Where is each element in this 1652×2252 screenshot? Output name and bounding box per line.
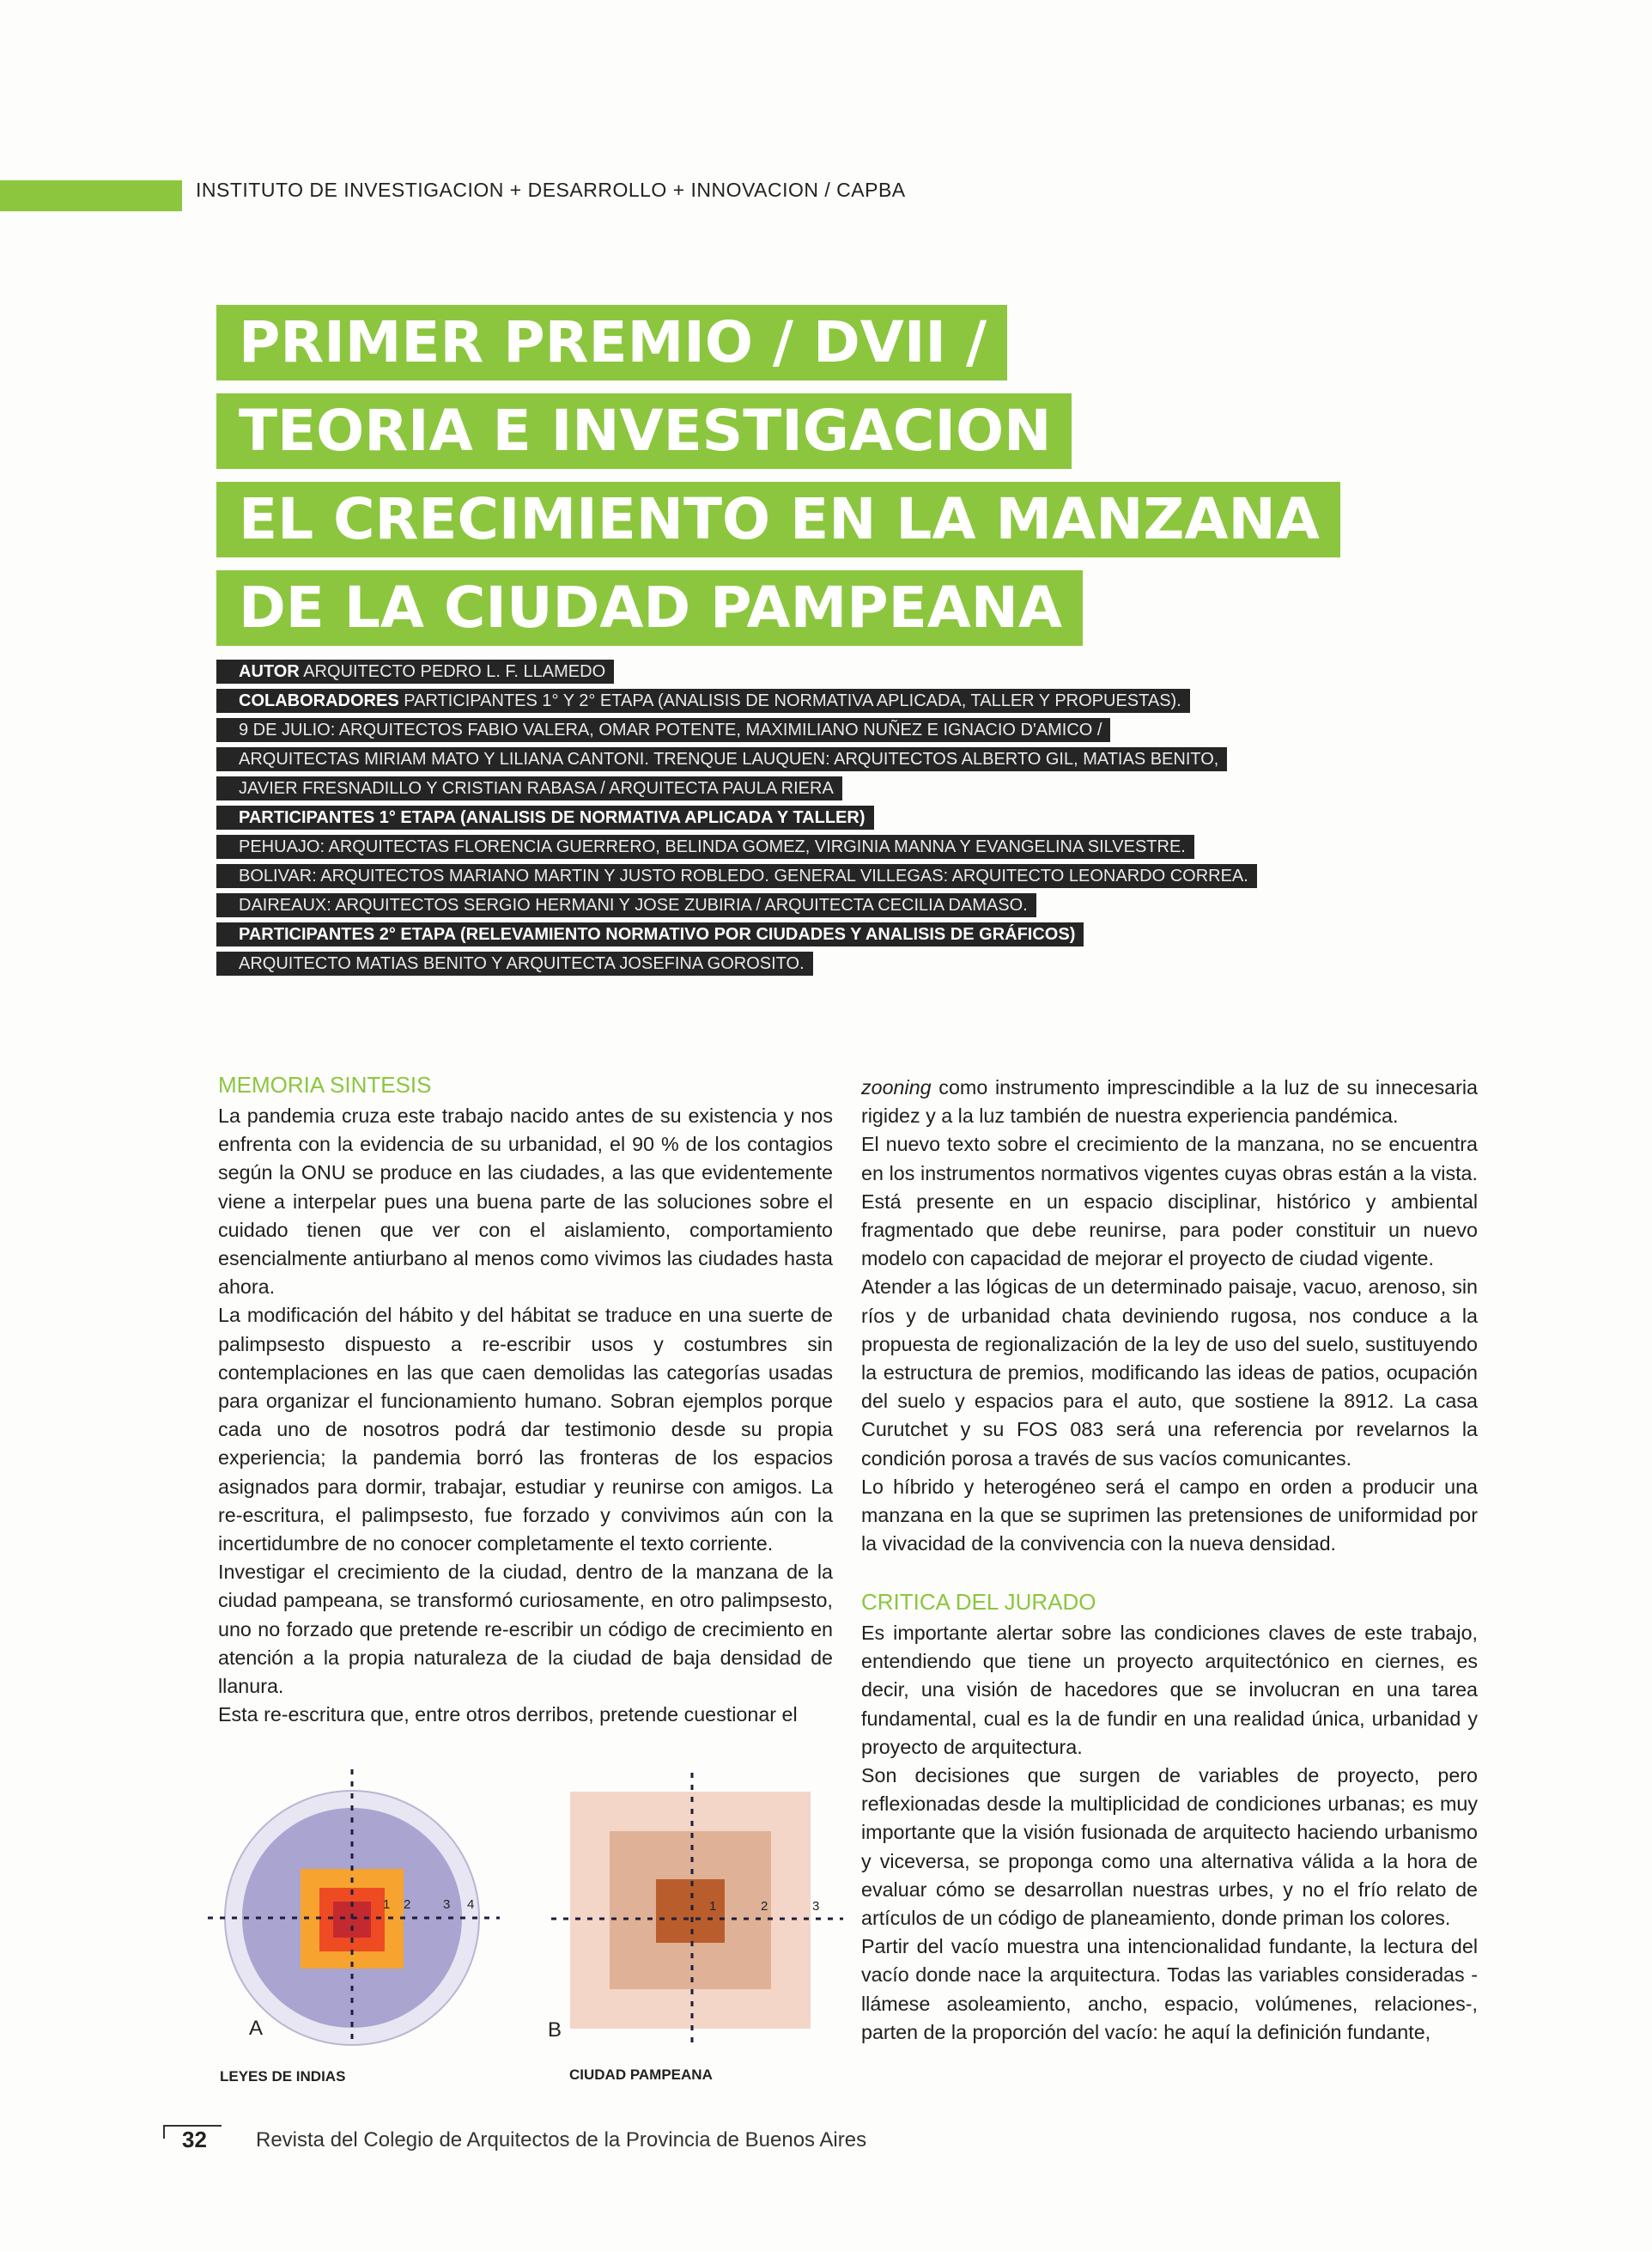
memoria-paragraph: Investigar el crecimiento de la ciudad, dentro de la manzana de la ciudad pampeana, se transformó curiosamente, en otro palimpsesto, uno no forzado que pretende re-escribir un código de crecimiento en atención a la propia naturaleza de la ciudad de baja densidad de llanura. xyxy=(218,1561,833,1698)
figure-a-caption: LEYES DE INDIAS xyxy=(220,2068,346,2085)
zone-number-3: 3 xyxy=(812,1899,820,1914)
zone-number-2: 2 xyxy=(404,1897,411,1912)
memoria-body xyxy=(218,1102,833,1729)
right-column-body xyxy=(861,1074,1478,1558)
title-line-4: DE LA CIUDAD PAMPEANA xyxy=(216,570,1083,646)
zone-number-1: 1 xyxy=(709,1899,717,1914)
critica-paragraph: Son decisiones que surgen de variables de proyecto, pero reflexionadas desde la multiplicidad de condiciones urbanas; es muy importante que la visión fusionada de arquitecto haciendo urbanismo y viceversa, se proponga como una alternativa válida a la hora de evaluar cómo se desarrollan nuestras urbes, y no el frío relato de artículos de un código de planeamiento, donde priman los colores. xyxy=(861,1764,1478,1930)
body-paragraph: Atender a las lógicas de un determinado paisaje, vacuo, arenoso, sin ríos y de urbanidad chata deviniendo rugosa, nos conduce a la propuesta de regionalización de la ley de uso del suelo, sustituyendo la estructura de premios, modificando las ideas de patios, ocupación del suelo y espacios para el auto, que sostiene la 8912. La casa Curutchet y su FOS 083 será una referencia por revelarnos la condición porosa a través de sus vacíos comunicantes. xyxy=(861,1275,1478,1470)
zone-number-4: 4 xyxy=(467,1897,475,1912)
memoria-paragraph: La pandemia cruza este trabajo nacido antes de su existencia y nos enfrenta con la evidencia de su urbanidad, el 90 % de los contagios según la ONU se produce en las ciudades, a las que evidentemente viene a interpelar pues una buena parte de las soluciones sobre el cuidado tienen que ver con el aislamiento, comportamiento esencialmente antiurbano al menos como vivimos las ciudades hasta ahora. xyxy=(218,1105,833,1299)
critica-paragraph: Partir del vacío muestra una intencionalidad fundante, la lectura del vacío donde nace la arquitectura. Todas las variables consideradas -llámese asoleamiento, ancho, espacio, volúmenes, relaciones-, parten de la proporción del vacío: he aquí la definición fundante, xyxy=(861,1935,1478,2043)
memoria-heading: MEMORIA SINTESIS xyxy=(218,1072,432,1098)
figure-b-caption: CIUDAD PAMPEANA xyxy=(569,2066,713,2083)
zone-number-3: 3 xyxy=(443,1897,451,1912)
critica-heading: CRITICA DEL JURADO xyxy=(861,1589,1096,1615)
memoria-paragraph: Esta re-escritura que, entre otros derribos, pretende cuestionar el xyxy=(218,1703,798,1726)
critica-body xyxy=(861,1619,1478,2047)
running-header: INSTITUTO DE INVESTIGACION + DESARROLLO + INNOVACION / CAPBA xyxy=(196,179,906,201)
figure-a-letter: A xyxy=(249,2017,264,2040)
footer-publication: Revista del Colegio de Arquitectos de la Provincia de Buenos Aires xyxy=(256,2128,867,2152)
square-zone-1 xyxy=(333,1902,371,1938)
credit-line: PARTICIPANTES 2° ETAPA (RELEVAMIENTO NORMATIVO POR CIUDADES Y ANALISIS DE GRÁFICOS) xyxy=(216,922,1084,946)
zooning-term: zooning xyxy=(861,1076,932,1099)
credit-line: ARQUITECTO MATIAS BENITO Y ARQUITECTA JOSEFINA GOROSITO. xyxy=(216,952,813,976)
title-line-2: TEORIA E INVESTIGACION xyxy=(216,393,1072,469)
continuation-paragraph: zooning como instrumento imprescindible a la luz de su innecesaria rigidez y a la luz también de nuestra experiencia pandémica. xyxy=(861,1076,1478,1128)
figure-b-letter: B xyxy=(548,2018,562,2042)
body-paragraph: Lo híbrido y heterogéneo será el campo en orden a producir una manzana en la que se suprimen las pretensiones de uniformidad por la vivacidad de la convivencia con la nueva densidad. xyxy=(861,1475,1478,1555)
credit-line: DAIREAUX: ARQUITECTOS SERGIO HERMANI Y JOSE ZUBIRIA / ARQUITECTA CECILIA DAMASO. xyxy=(216,893,1036,917)
credit-line: COLABORADORES PARTICIPANTES 1° Y 2° ETAPA (ANALISIS DE NORMATIVA APLICADA, TALLER Y PROPUESTAS). xyxy=(216,689,1190,713)
credit-line: PARTICIPANTES 1° ETAPA (ANALISIS DE NORMATIVA APLICADA Y TALLER) xyxy=(216,806,874,830)
critica-paragraph: Es importante alertar sobre las condiciones claves de este trabajo, entendiendo que tiene un proyecto arquitectónico en ciernes, es decir, una visión de hacedores que se involucran en una tarea fundamental, cual es la de fundir en una realidad única, urbanidad y proyecto de arquitectura. xyxy=(861,1622,1478,1758)
body-paragraph: El nuevo texto sobre el crecimiento de la manzana, no se encuentra en los instrumentos normativos vigentes cuyas obras están a la vista. Está presente en un espacio disciplinar, histórico y ambiental fragmentado que debe reunirse, para poder constituir un nuevo modelo con capacidad de mejorar el proyecto de ciudad vigente. xyxy=(861,1133,1478,1270)
header-accent-bar xyxy=(0,180,182,211)
credit-line: BOLIVAR: ARQUITECTOS MARIANO MARTIN Y JUSTO ROBLEDO. GENERAL VILLEGAS: ARQUITECTO LEONARDO CORREA. xyxy=(216,864,1257,888)
credit-line: ARQUITECTAS MIRIAM MATO Y LILIANA CANTONI. TRENQUE LAUQUEN: ARQUITECTOS ALBERTO GIL, MATIAS BENITO, xyxy=(216,747,1227,771)
page-number: 32 xyxy=(182,2127,207,2152)
zone-number-2: 2 xyxy=(761,1899,768,1914)
figure-a-leyes-de-indias xyxy=(199,1766,508,2049)
credit-line: JAVIER FRESNADILLO Y CRISTIAN RABASA / ARQUITECTA PAULA RIERA xyxy=(216,776,842,800)
title-line-3: EL CRECIMIENTO EN LA MANZANA xyxy=(216,482,1340,557)
zone-number-1: 1 xyxy=(383,1897,391,1912)
credit-line: PEHUAJO: ARQUITECTAS FLORENCIA GUERRERO, BELINDA GOMEZ, VIRGINIA MANNA Y EVANGELINA SILVESTRE. xyxy=(216,835,1194,859)
title-line-1: PRIMER PREMIO / DVII / xyxy=(216,305,1007,380)
figure-b-ciudad-pampeana xyxy=(541,1769,850,2049)
memoria-paragraph: La modificación del hábito y del hábitat se traduce en una suerte de palimpsesto dispuesto a re-escribir usos y costumbres sin contemplaciones en las que caen demolidas las categorías usadas para organizar el funcionamiento humano. Sobran ejemplos porque cada uno de nosotros podrá dar testimonio desde su propia experiencia; la pandemia borró las fronteras de los espacios asignados para dormir, trabajar, estudiar y reunirse con amigos. La re-escritura, el palimpsesto, fue forzado y convivimos aún con la incertidumbre de no conocer completamente el texto corriente. xyxy=(218,1304,833,1555)
credit-line: 9 DE JULIO: ARQUITECTOS FABIO VALERA, OMAR POTENTE, MAXIMILIANO NUÑEZ E IGNACIO D'AMICO / xyxy=(216,718,1110,742)
credit-line: AUTOR ARQUITECTO PEDRO L. F. LLAMEDO xyxy=(216,660,614,684)
